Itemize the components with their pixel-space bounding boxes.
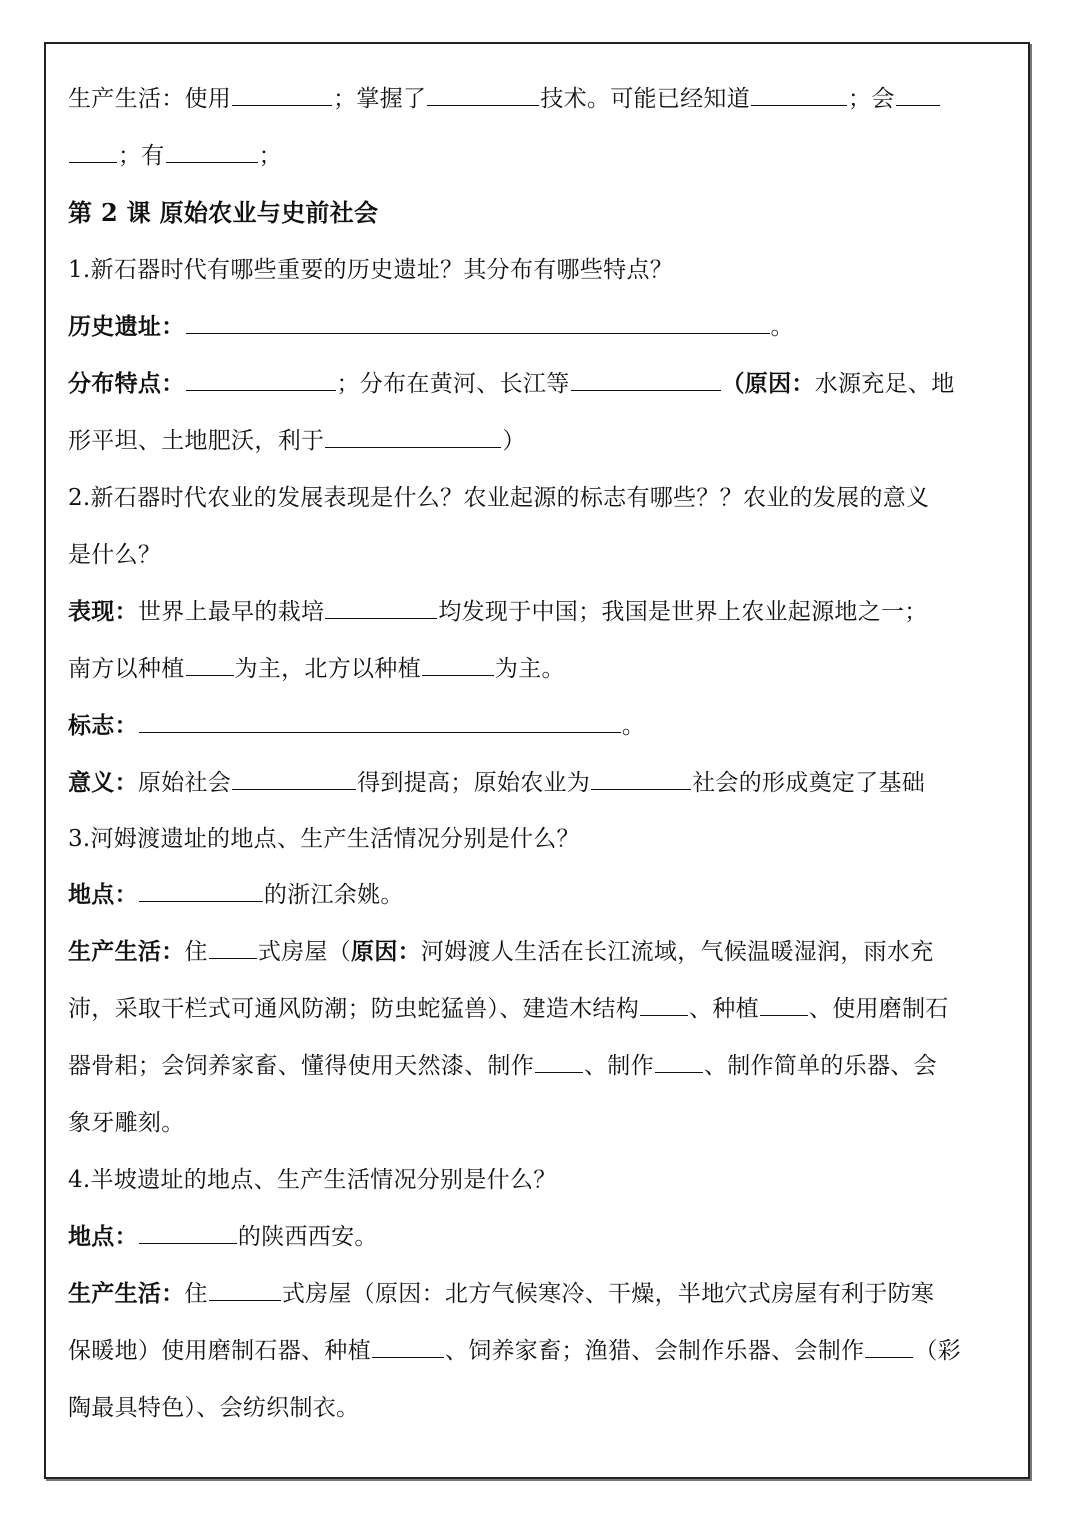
fill-blank[interactable] [325, 590, 437, 619]
lesson-title: 第 2 课 原始农业与史前社会 [68, 198, 379, 227]
text: ；有 [118, 143, 165, 169]
text: 的陕西西安。 [237, 1224, 378, 1250]
fill-blank[interactable] [209, 1272, 281, 1301]
fill-blank[interactable] [896, 77, 940, 106]
question-2-cont: 是什么？ [68, 542, 162, 568]
label: 历史遗址： [68, 313, 185, 340]
line-hemudu-life-2 [68, 985, 1018, 1042]
line-hemudu-life-4: 象牙雕刻。 [68, 1110, 185, 1136]
label: 意义： [68, 769, 138, 796]
text: 。 [621, 713, 646, 739]
fill-blank[interactable] [209, 930, 257, 959]
text: 器骨耜；会饲养家畜、懂得使用天然漆、制作 [68, 1053, 534, 1079]
text: 沛，采取干栏式可通风防潮；防虫蛇猛兽）、建造木结构 [68, 996, 639, 1022]
fill-blank[interactable] [186, 305, 770, 334]
fill-blank[interactable] [186, 647, 234, 676]
text: 、使用磨制石 [808, 996, 949, 1022]
text: 生产生活：使用 [68, 86, 232, 112]
fill-blank[interactable] [232, 77, 332, 106]
question-3: 3.河姆渡遗址的地点、生产生活情况分别是什么？ [68, 826, 580, 852]
fill-blank[interactable] [760, 987, 808, 1016]
line-hemudu-life [68, 928, 1018, 985]
label: 地点： [68, 881, 138, 908]
text: 得到提高；原始农业为 [357, 770, 591, 796]
line-hemudu-location [68, 871, 1018, 928]
text: ；分布在黄河、长江等 [336, 371, 570, 397]
text: 形平坦、土地肥沃，利于 [68, 428, 325, 454]
text: 社会的形成奠定了基础 [692, 770, 926, 796]
line-banpo-location [68, 1213, 1018, 1270]
line-significance [68, 759, 1018, 815]
text: 技术。可能已经知道 [540, 86, 751, 112]
label: 标志： [68, 712, 138, 739]
line-2 [68, 132, 1018, 189]
text: 河姆渡人生活在长江流域，气候温暖湿润，雨水充 [420, 939, 934, 965]
fill-blank[interactable] [427, 77, 539, 106]
text: 为主，北方以种植 [234, 656, 421, 682]
fill-blank[interactable] [166, 134, 258, 163]
line-performance [68, 588, 1018, 645]
line-hemudu-life-3 [68, 1042, 1018, 1099]
label: 分布特点： [68, 370, 185, 397]
fill-blank[interactable] [139, 1215, 237, 1244]
line-banpo-life-3: 陶最具特色）、会纺织制衣。 [68, 1395, 360, 1421]
label: （原因： [721, 370, 815, 397]
line-sites [68, 303, 1018, 360]
text: 世界上最早的栽培 [137, 599, 325, 625]
text: （彩 [914, 1338, 961, 1364]
fill-blank[interactable] [640, 987, 688, 1016]
label: 生产生活： [68, 938, 185, 965]
text: 。 [770, 314, 794, 340]
text: 为主。 [494, 656, 565, 682]
fill-blank[interactable] [69, 134, 117, 163]
fill-blank[interactable] [139, 704, 621, 733]
fill-blank[interactable] [372, 1329, 444, 1358]
label: 表现： [68, 598, 138, 625]
text: 南方以种植 [68, 656, 185, 682]
text: 水源充足、地 [814, 371, 955, 397]
text: ； [258, 143, 282, 169]
text: 住 [184, 939, 208, 965]
question-2: 2.新石器时代农业的发展表现是什么？农业起源的标志有哪些？？农业的发展的意义 [68, 485, 930, 511]
text: 式房屋（原因：北方气候寒冷、干燥，半地穴式房屋有利于防寒 [281, 1281, 935, 1307]
label: 生产生活： [68, 1280, 185, 1307]
line-distribution [68, 360, 1018, 417]
text: 、种植 [689, 996, 759, 1022]
text: 原始社会 [137, 770, 232, 796]
text: ；掌握了 [333, 86, 427, 112]
question-4: 4.半坡遗址的地点、生产生活情况分别是什么？ [68, 1167, 557, 1193]
text: 、制作简单的乐器、会 [703, 1053, 937, 1079]
line-distribution-2 [68, 417, 1018, 474]
text: 保暖地）使用磨制石器、种植 [68, 1338, 371, 1364]
fill-blank[interactable] [422, 647, 494, 676]
question-1: 1.新石器时代有哪些重要的历史遗址？其分布有哪些特点？ [68, 257, 674, 283]
line-1 [68, 75, 1018, 132]
line-marks [68, 702, 1018, 759]
fill-blank[interactable] [186, 362, 336, 391]
text: 、制作 [584, 1053, 654, 1079]
text: 式房屋（ [257, 939, 352, 965]
worksheet-content [68, 75, 1018, 1441]
text: 的浙江余姚。 [263, 882, 404, 908]
fill-blank[interactable] [232, 761, 356, 790]
fill-blank[interactable] [591, 761, 691, 790]
fill-blank[interactable] [535, 1044, 583, 1073]
fill-blank[interactable] [655, 1044, 703, 1073]
label: 地点： [68, 1223, 138, 1250]
label: 原因： [351, 938, 421, 965]
fill-blank[interactable] [865, 1329, 913, 1358]
fill-blank[interactable] [751, 77, 847, 106]
line-banpo-life-2 [68, 1327, 1018, 1384]
line-performance-2 [68, 645, 1018, 702]
text: ） [502, 428, 526, 454]
text: 均发现于中国；我国是世界上农业起源地之一； [438, 599, 928, 625]
text: 住 [184, 1281, 208, 1307]
fill-blank[interactable] [325, 419, 501, 448]
text: ；会 [848, 86, 895, 112]
text: 、饲养家畜；渔猎、会制作乐器、会制作 [444, 1338, 865, 1364]
fill-blank[interactable] [571, 362, 721, 391]
line-banpo-life [68, 1270, 1018, 1327]
fill-blank[interactable] [139, 873, 263, 902]
